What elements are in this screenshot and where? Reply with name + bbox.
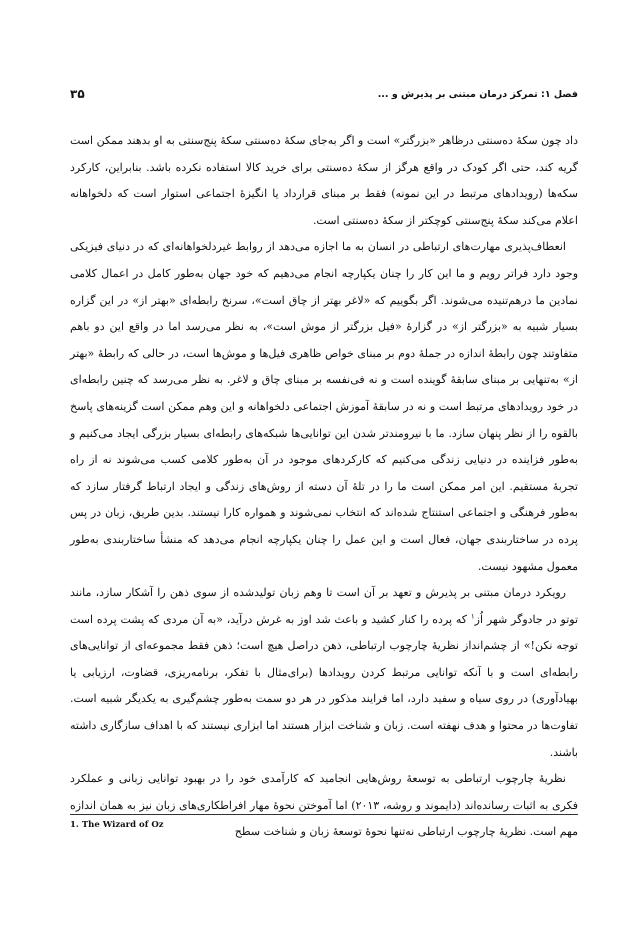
running-header [70, 86, 578, 102]
paragraph-3 [70, 580, 578, 766]
footnote-marker: ۱ [470, 612, 475, 621]
footnote-divider [70, 814, 578, 815]
paragraph-1: داد چون سکهٔ ده‌سنتی درظاهر «بزرگتر» است و اگر به‌جای سکهٔ ده‌سنتی سکهٔ پنج‌سنتی به او بدهند ممکن است گریه کند، حتی اگر کودک در واقع هرگز از سکهٔ ده‌سنتی برای خرید کالا استفاده نکرده باشد. بنابراین، کارکرد سکه‌ها (رویدادهای مرتبط در این نمونه) فقط بر مبنای قرارداد یا انگیزهٔ اجتماعی استوار است که دلخواهانه اعلام می‌کند سکهٔ پنج‌سنتی کوچکتر از سکهٔ ده‌سنتی است. [70, 134, 578, 227]
paragraph-2: انعطاف‌پذیری مهارت‌های ارتباطی در انسان به ما اجازه می‌دهد از روابط غیردلخواهانه‌ای که در دنیای فیزیکی وجود دارد فراتر رویم و ما این کار را چنان یکپارچه انجام می‌دهیم که خود جهان به‌طور کامل در اعمال کلامی نمادین ما درهم‌تنیده می‌شوند. اگر بگوییم که «لاغر بهتر از چاق است»، سرنخ رابطه‌ای «بهتر از» در این گزاره بسیار شبیه به «بزرگتر از» در گزارهٔ «فیل بزرگتر از موش است»، به نظر می‌رسد اما در واقع این دو باهم متفاوتند چون رابطهٔ اندازه در جملهٔ دوم بر مبنای خواص ظاهری فیل‌ها و موش‌ها است، در حالی که رابطهٔ «بهتر از» به‌تنهایی بر مبنای سابقهٔ گوینده است و نه فی‌نفسه بر مبنای چاق و لاغر. به نظر می‌رسد که چنین رابطه‌ای در خود رویدادهای مرتبط است و نه در سابقهٔ آموزش اجتماعی دلخواهانه و این وهم ممکن است گزینه‌های پاسخ بالقوه را از نظر پنهان سازد. ما با نیرومندتر شدن این توانایی‌ها شبکه‌های رابطه‌ای بسیار بزرگی ایجاد می‌کنیم و به‌طور فزاینده در دنیایی زندگی می‌کنیم که کارکردهای موجود در آن به‌طور کلامی کسب می‌شوند نه از راه تجربهٔ مستقیم. این امر ممکن است ما را در تلهٔ آن دسته از روش‌های زندگی و ایجاد ارتباط گرفتار سازد که به‌طور فرهنگی و اجتماعی استنتاج شده‌اند که انتخاب نمی‌شوند و همواره کارا نیستند. بدین طریق، زبان در پس پرده در ساختاربندی جهان، فعال است و این عمل را چنان یکپارچه انجام می‌دهد که منشأ ساختاربندی به‌طور معمول مشهود نیست. [70, 240, 578, 573]
chapter-title: فصل ۱: تمرکز درمان مبتنی بر پذیرش و ... [377, 88, 578, 100]
paragraph-4: نظریهٔ چارچوب ارتباطی به توسعهٔ روش‌هایی انجامید که کارآمدی خود را در بهبود توانایی زبانی و عملکرد فکری به اثبات رسانده‌اند (دایموند و روشه، ۲۰۱۳) اما آموختن نحوهٔ مهار افراطکاری‌های زبان نیز به همان اندازه مهم است. نظریهٔ چارچوب ارتباطی نه‌تنها نحوهٔ توسعهٔ زبان و شناخت سطح [70, 772, 579, 839]
page-number: ۳۵ [70, 87, 85, 101]
body-text [70, 128, 578, 846]
paragraph-3-start: رویکرد درمان مبتنی بر پذیرش و تعهد بر آن است تا وهم زبان تولیدشده از سوی ذهن را آشکار سازد، مانند توتو در جادوگر شهر اُز [70, 586, 579, 626]
footnote: 1. The Wizard of Oz [70, 820, 164, 830]
paragraph-3-rest: که پرده را کنار کشید و باعث شد اوز به غرش درآید، «به آن مردی که پشت پرده است توجه نکن!» از چشم‌انداز نظریهٔ چارچوب ارتباطی، ذهن دراصل هیچ است؛ ذهن فقط مجموعه‌ای از توانایی‌های رابطه‌ای است و با آنکه توانایی مرتبط کردن رویدادها (برای‌مثال با تفکر، برنامه‌ریزی، قضاوت، ارزیابی یا بهیادآوری) در روی سیاه و سفید دارد، اما فرایند مذکور در هر دو سمت به‌طور چشم‌گیری به یکدیگر شبیه است. تفاوت‌ها در محتوا و هدف نهفته است. زبان و شناخت ابزار هستند اما ابزاری نیستند که با اهداف سازگاری داشته باشند. [70, 612, 578, 759]
